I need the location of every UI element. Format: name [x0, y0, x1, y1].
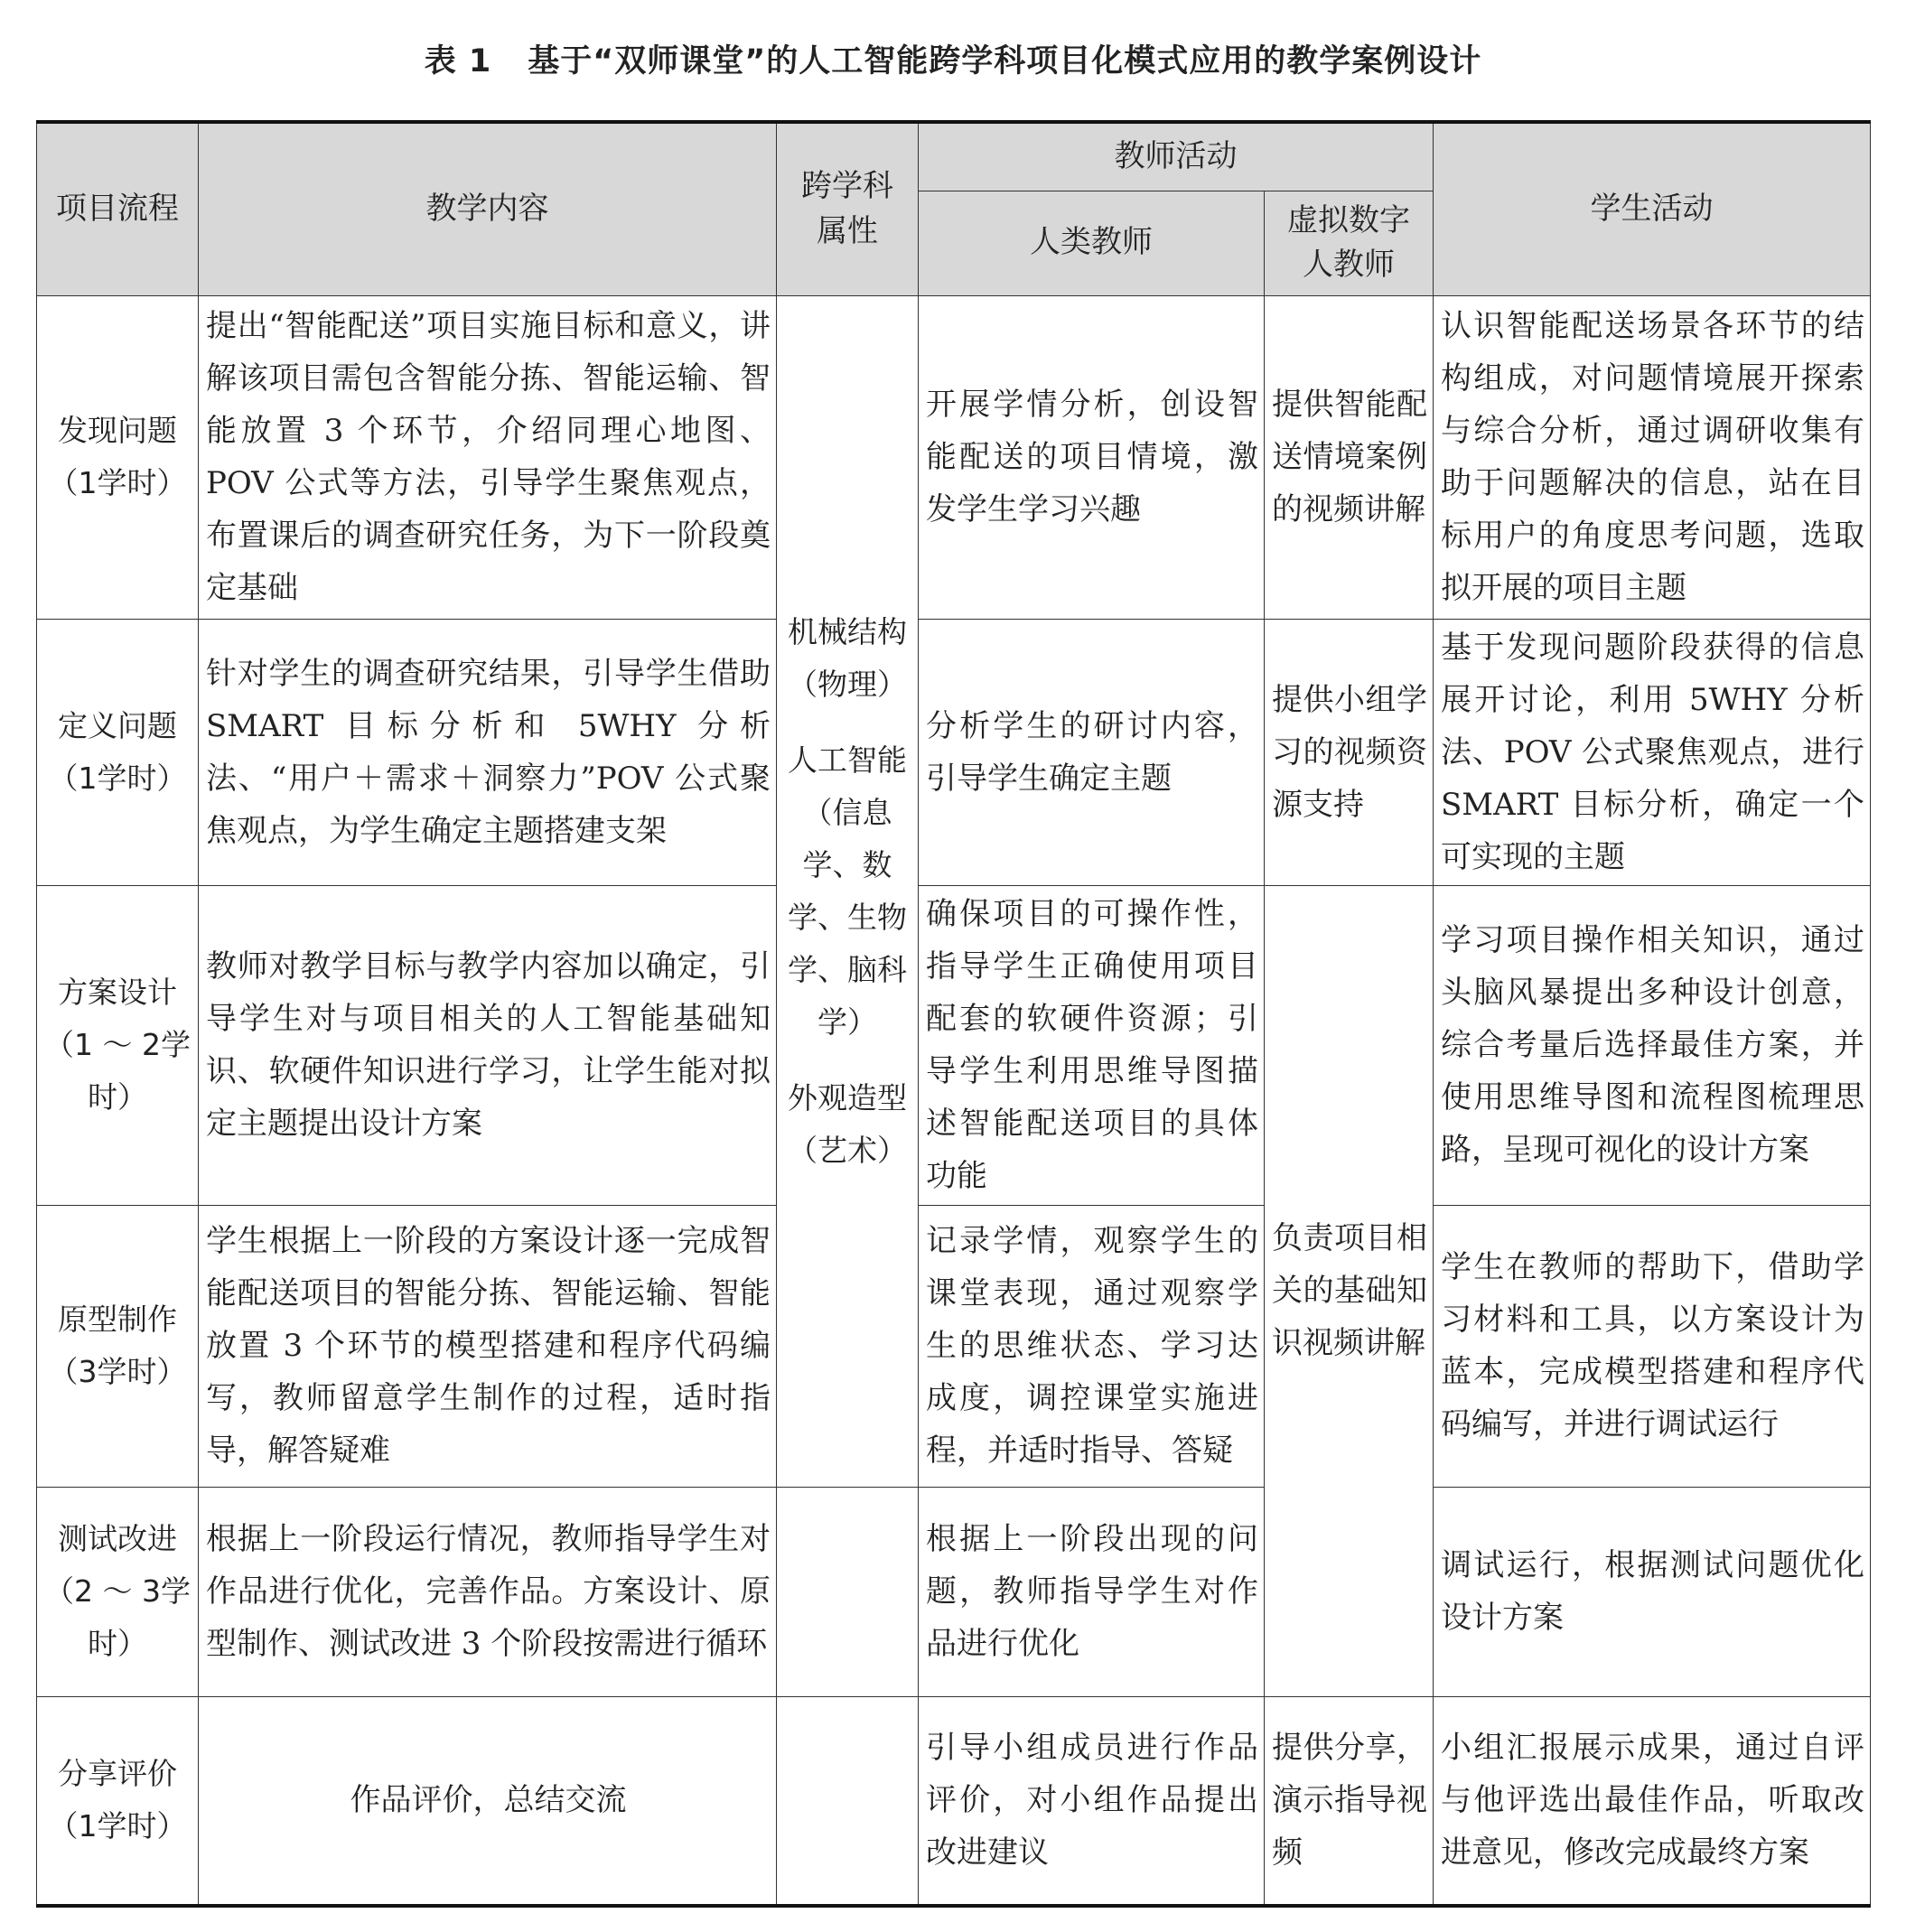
virtual-teacher-cell: 提供智能配送情境案例的视频讲解	[1265, 295, 1434, 619]
header-human-teacher: 人类教师	[919, 191, 1265, 295]
stage-name: 测试改进	[58, 1521, 177, 1556]
table-number: 表 1	[424, 43, 492, 79]
table-title	[0, 36, 1906, 81]
content-cell: 提出“智能配送”项目实施目标和意义，讲解该项目需包含智能分拣、智能运输、智能放置 3 个环节，介绍同理心地图、POV 公式等方法，引导学生聚焦观点，布置课后的调查研究任务，为下一阶段奠定基础	[199, 295, 777, 619]
human-teacher-cell: 分析学生的研讨内容，引导学生确定主题	[919, 619, 1265, 885]
header-teacher-activity: 教师活动	[919, 122, 1434, 191]
table-row	[37, 1487, 1871, 1696]
stage-name: 原型制作	[58, 1302, 177, 1337]
table-row	[37, 1205, 1871, 1487]
stage-name: 分享评价	[58, 1756, 177, 1792]
content-cell: 学生根据上一阶段的方案设计逐一完成智能配送项目的智能分拣、智能运输、智能放置 3 个环节的模型搭建和程序代码编写，教师留意学生制作的过程，适时指导，解答疑难	[199, 1205, 777, 1487]
discipline-cell-empty	[777, 1487, 919, 1696]
discipline-cell-empty	[777, 1696, 919, 1906]
stage-cell	[37, 1696, 199, 1906]
content-cell: 针对学生的调查研究结果，引导学生借助 SMART 目标分析和 5WHY 分析法、“用户＋需求＋洞察力”POV 公式聚焦观点，为学生确定主题搭建支架	[199, 619, 777, 885]
stage-name: 定义问题	[58, 707, 177, 743]
stage-cell	[37, 1487, 199, 1696]
stage-hours: （1 ～ 2学时）	[44, 1027, 191, 1115]
table-row	[37, 885, 1871, 1205]
human-teacher-cell: 开展学情分析，创设智能配送的项目情境，激发学生学习兴趣	[919, 295, 1265, 619]
table-title-text: 基于“双师课堂”的人工智能跨学科项目化模式应用的教学案例设计	[528, 43, 1482, 79]
stage-cell	[37, 885, 199, 1205]
stage-name: 方案设计	[58, 975, 177, 1010]
discipline-item: 外观造型（艺术）	[788, 1079, 907, 1168]
header-discipline: 跨学科属性	[777, 122, 919, 295]
header-student-activity: 学生活动	[1434, 122, 1871, 295]
virtual-teacher-cell: 提供分享，演示指导视频	[1265, 1696, 1434, 1906]
stage-hours: （1学时）	[48, 1808, 187, 1844]
header-virtual-teacher: 虚拟数字人教师	[1265, 191, 1434, 295]
human-teacher-cell: 确保项目的可操作性，指导学生正确使用项目配套的软硬件资源；引导学生利用思维导图描述智能配送项目的具体功能	[919, 885, 1265, 1205]
human-teacher-cell: 引导小组成员进行作品评价，对小组作品提出改进建议	[919, 1696, 1265, 1906]
student-activity-cell: 小组汇报展示成果，通过自评与他评选出最佳作品，听取改进意见，修改完成最终方案	[1434, 1696, 1871, 1906]
stage-name: 发现问题	[58, 413, 177, 448]
header-stage: 项目流程	[37, 122, 199, 295]
stage-hours: （3学时）	[48, 1354, 187, 1389]
table-row	[37, 619, 1871, 885]
teaching-case-table	[36, 120, 1871, 1908]
discipline-item: 人工智能（信息学、数学、生物学、脑科学）	[788, 742, 907, 1040]
student-activity-cell: 学生在教师的帮助下，借助学习材料和工具，以方案设计为蓝本，完成模型搭建和程序代码编写，并进行调试运行	[1434, 1205, 1871, 1487]
discipline-cell	[777, 295, 919, 1487]
human-teacher-cell: 记录学情，观察学生的课堂表现，通过观察学生的思维状态、学习达成度，调控课堂实施进程，并适时指导、答疑	[919, 1205, 1265, 1487]
table-row	[37, 1696, 1871, 1906]
content-cell: 教师对教学目标与教学内容加以确定，引导学生对与项目相关的人工智能基础知识、软硬件知识进行学习，让学生能对拟定主题提出设计方案	[199, 885, 777, 1205]
content-cell: 根据上一阶段运行情况，教师指导学生对作品进行优化，完善作品。方案设计、原型制作、测试改进 3 个阶段按需进行循环	[199, 1487, 777, 1696]
stage-hours: （1学时）	[48, 760, 187, 796]
human-teacher-cell: 根据上一阶段出现的问题，教师指导学生对作品进行优化	[919, 1487, 1265, 1696]
virtual-teacher-cell: 提供小组学习的视频资源支持	[1265, 619, 1434, 885]
student-activity-cell: 学习项目操作相关知识，通过头脑风暴提出多种设计创意，综合考量后选择最佳方案，并使用思维导图和流程图梳理思路，呈现可视化的设计方案	[1434, 885, 1871, 1205]
stage-hours: （1学时）	[48, 465, 187, 500]
content-cell: 作品评价，总结交流	[199, 1696, 777, 1906]
table-row	[37, 295, 1871, 619]
student-activity-cell: 调试运行，根据测试问题优化设计方案	[1434, 1487, 1871, 1696]
stage-cell	[37, 619, 199, 885]
student-activity-cell: 基于发现问题阶段获得的信息展开讨论，利用 5WHY 分析法、POV 公式聚焦观点，进行 SMART 目标分析，确定一个可实现的主题	[1434, 619, 1871, 885]
student-activity-cell: 认识智能配送场景各环节的结构组成，对问题情境展开探索与综合分析，通过调研收集有助于问题解决的信息，站在目标用户的角度思考问题，选取拟开展的项目主题	[1434, 295, 1871, 619]
virtual-teacher-cell: 负责项目相关的基础知识视频讲解	[1265, 885, 1434, 1696]
header-content: 教学内容	[199, 122, 777, 295]
stage-hours: （2 ～ 3学时）	[44, 1573, 191, 1661]
stage-cell	[37, 1205, 199, 1487]
discipline-item: 机械结构（物理）	[788, 613, 907, 702]
stage-cell	[37, 295, 199, 619]
